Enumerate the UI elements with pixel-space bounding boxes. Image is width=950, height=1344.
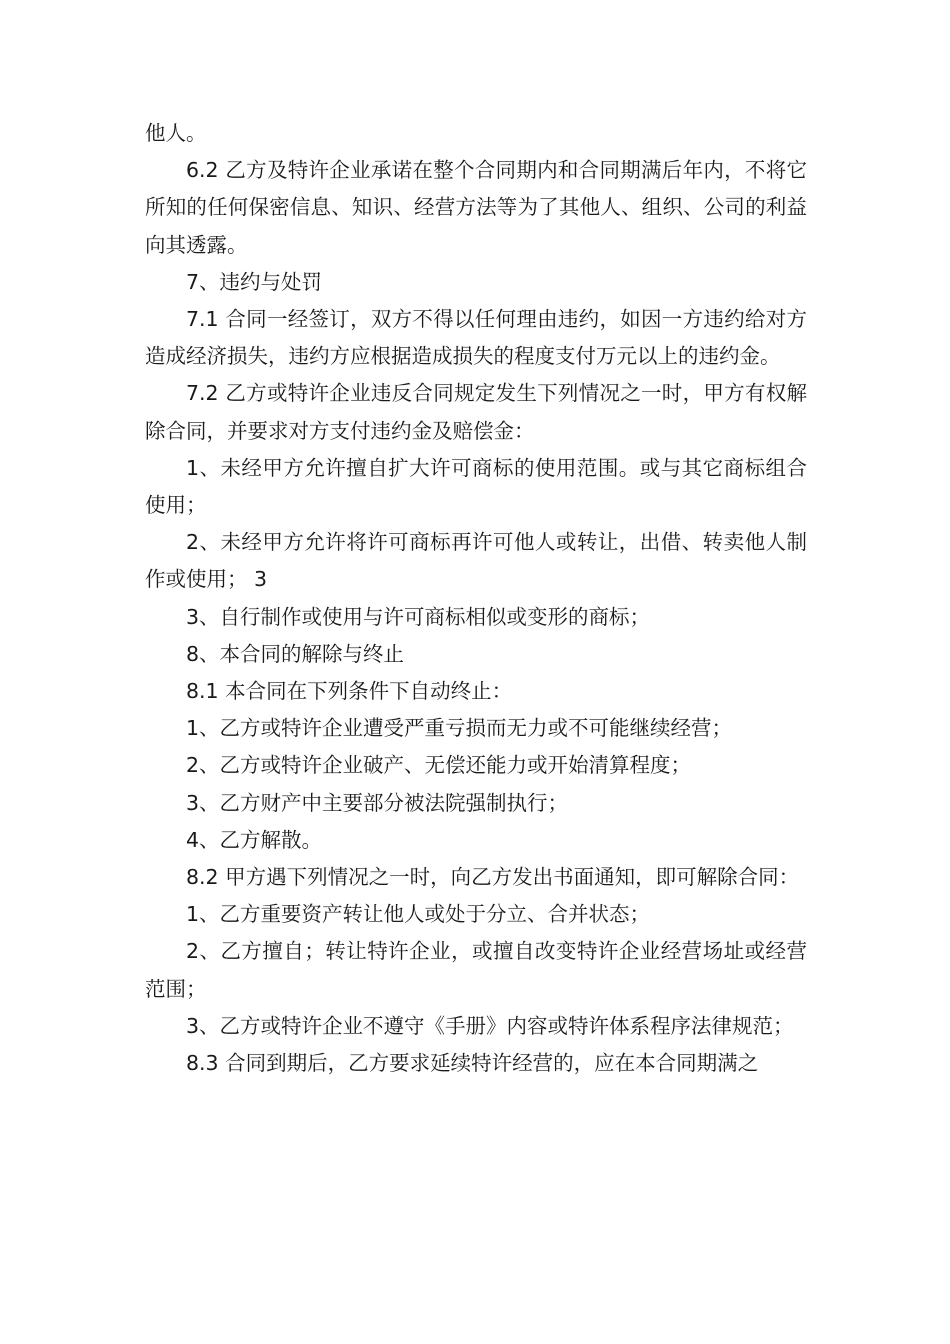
- clause-8-2-item-3: 3、乙方或特许企业不遵守《手册》内容或特许体系程序法律规范；: [186, 1013, 794, 1038]
- clause-8-1-item-4: 4、乙方解散。: [186, 827, 323, 852]
- clause-8-2-item-2: 2、乙方擅自；转让特许企业，或擅自改变特许企业经营场址或经营范围；: [145, 939, 807, 1001]
- clause-7-2-item-3: 3、自行制作或使用与许可商标相似或变形的商标；: [186, 604, 651, 629]
- clause-8-1-item-3: 3、乙方财产中主要部分被法院强制执行；: [186, 790, 569, 815]
- section-heading-8: 8、本合同的解除与终止: [186, 641, 405, 666]
- clause-8-3: 8.3 合同到期后，乙方要求延续特许经营的，应在本合同期满之: [186, 1051, 759, 1076]
- clause-7-2: 7.2 乙方或特许企业违反合同规定发生下列情况之一时，甲方有权解除合同，并要求对方支付违约金及赔偿金：: [145, 381, 807, 443]
- paragraph-continuation: 他人。: [145, 121, 207, 145]
- clause-8-1-item-2: 2、乙方或特许企业破产、无偿还能力或开始清算程度；: [186, 753, 692, 778]
- clause-7-2-item-1: 1、未经甲方允许擅自扩大许可商标的使用范围。或与其它商标组合使用；: [145, 455, 807, 518]
- document-body: [145, 115, 807, 1082]
- clause-8-2: 8.2 甲方遇下列情况之一时，向乙方发出书面通知，即可解除合同：: [186, 865, 800, 890]
- clause-8-1-item-1: 1、乙方或特许企业遭受严重亏损而无力或不可能继续经营；: [186, 716, 733, 741]
- clause-8-2-item-1: 1、乙方重要资产转让他人或处于分立、合并状态；: [186, 902, 651, 927]
- clause-8-1: 8.1 本合同在下列条件下自动终止：: [186, 679, 513, 704]
- clause-6-2: 6.2 乙方及特许企业承诺在整个合同期内和合同期满后年内，不将它所知的任何保密信息、知识、经营方法等为了其他人、组织、公司的利益向其透露。: [145, 158, 807, 257]
- section-heading-7: 7、违约与处罚: [186, 269, 323, 294]
- clause-7-1: 7.1 合同一经签订，双方不得以任何理由违约，如因一方违约给对方造成经济损失，违约方应根据造成损失的程度支付万元以上的违约金。: [145, 307, 807, 369]
- clause-7-2-item-2: 2、未经甲方允许将许可商标再许可他人或转让，出借、转卖他人制作或使用； 3: [145, 530, 807, 592]
